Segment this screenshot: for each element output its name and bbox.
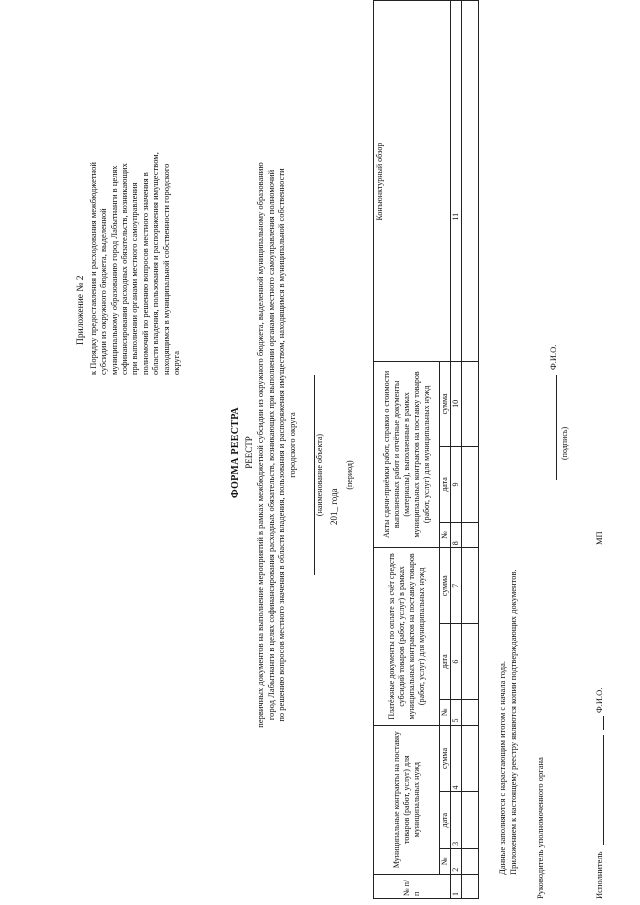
executor-label: Исполнитель xyxy=(594,851,604,899)
order-line: к Порядку предоставления и расходования межбюджетной xyxy=(88,162,98,375)
description-line: город Лабытнанги в целях софинансирования расходных обязательств, возникающих при выполнении органами местного самоуправления полномочий xyxy=(265,169,276,721)
sub-header: № xyxy=(440,699,451,725)
column-number: 7 xyxy=(451,548,462,624)
executor-signature-line xyxy=(603,735,604,845)
column-number: 11 xyxy=(451,1,462,362)
table-cell xyxy=(462,792,479,848)
table-cell xyxy=(462,447,479,522)
col-group-acts: Акты сдачи-приёмки работ, справки о стоимости выполненных работ и отчётные документы (материалы), выполненные в рамках муниципальных контрактов на поставку товаров (работ, услуг) для муниципальных нужд xyxy=(374,361,440,548)
table-row xyxy=(462,1,479,899)
table-cell xyxy=(462,624,479,700)
column-number: 1 xyxy=(451,874,462,898)
column-number: 5 xyxy=(451,699,462,725)
order-line: округа xyxy=(170,350,181,375)
column-number: 2 xyxy=(451,848,462,874)
column-number: 8 xyxy=(451,522,462,548)
sub-header: сумма xyxy=(440,725,451,792)
registry-table xyxy=(373,0,479,899)
table-cell xyxy=(462,522,479,548)
column-number: 6 xyxy=(451,624,462,700)
description-line: первичных документов на выполнение мероприятий в рамках межбюджетной субсидии из окружного бюджета, выделенной муниципальному образованию xyxy=(255,162,265,728)
order-line: субсидии из окружного бюджета, выделенной xyxy=(98,208,109,375)
signature-caption: (подпись) xyxy=(560,426,569,460)
col-group-contracts: Муниципальные контракты на поставку товаров (работ, услуг) для муниципальных нужд xyxy=(374,725,440,874)
sub-header: сумма xyxy=(440,548,451,624)
table-cell xyxy=(462,699,479,725)
column-number: 9 xyxy=(451,447,462,522)
executor-signature-line xyxy=(603,716,604,730)
order-line: при выполнении органами местного самоуправления xyxy=(129,182,140,375)
description-line: городского округа xyxy=(286,412,297,478)
column-number: 10 xyxy=(451,361,462,447)
period-caption: (период) xyxy=(345,460,354,490)
year-field: 201_ года xyxy=(329,488,339,525)
table-cell xyxy=(462,361,479,447)
sub-header: дата xyxy=(440,624,451,700)
table-cell xyxy=(462,874,479,898)
head-signature-label: Руководитель уполномоченного органа xyxy=(535,757,545,899)
stamp-place: МП xyxy=(594,531,604,545)
order-line: софинансирования расходных обязательств, возникающих xyxy=(119,163,130,375)
order-line: полномочий по решению вопросов местного значения в xyxy=(139,172,150,375)
registry-heading: РЕЕСТР xyxy=(244,436,254,469)
description-line: по решению вопросов местного значения в области владения, пользования и распоряжения имуществом, находящимся в муниципальной собственности xyxy=(276,168,287,722)
note-cumulative: Данные заполняются с нарастающим итогом с начала года. xyxy=(497,660,507,875)
order-line: находящимся в муниципальной собственности городского xyxy=(160,163,171,375)
table-cell xyxy=(462,725,479,792)
appendix-label: Приложение № 2 xyxy=(76,275,86,345)
sub-header: дата xyxy=(440,792,451,848)
column-number-row xyxy=(451,1,462,899)
table-cell xyxy=(462,848,479,874)
form-title: ФОРМА РЕЕСТРА xyxy=(230,407,241,498)
sub-header: дата xyxy=(440,447,451,522)
col-header-number: № п/п xyxy=(374,874,451,898)
head-fio: Ф.И.О. xyxy=(548,344,558,370)
column-number: 3 xyxy=(451,792,462,848)
col-header-review: Конъюнктурный обзор xyxy=(374,1,451,362)
sub-header: № xyxy=(440,522,451,548)
note-attachments: Приложением к настоящему реестру являются копии подтверждающих документов. xyxy=(508,569,518,875)
column-number: 4 xyxy=(451,725,462,792)
col-group-payments: Платёжные документы по оплате за счёт средств субсидий товаров (работ, услуг) в рамках муниципальных контрактов на поставку товаров (работ, услуг) для муниципальных нужд xyxy=(374,548,440,725)
order-reference xyxy=(88,75,181,375)
object-caption: (наименование объекта) xyxy=(315,433,324,517)
head-signature-line xyxy=(556,375,557,480)
order-line: муниципальному образованию город Лабытнанги в целях xyxy=(108,165,119,375)
executor-fio: Ф.И.О. xyxy=(594,687,604,713)
registry-description xyxy=(255,75,298,815)
order-line: области владения, пользования и распоряжения имуществом, xyxy=(150,152,161,375)
sub-header: сумма xyxy=(440,361,451,447)
sub-header: № xyxy=(440,848,451,874)
table-cell xyxy=(462,548,479,624)
table-cell xyxy=(462,1,479,362)
